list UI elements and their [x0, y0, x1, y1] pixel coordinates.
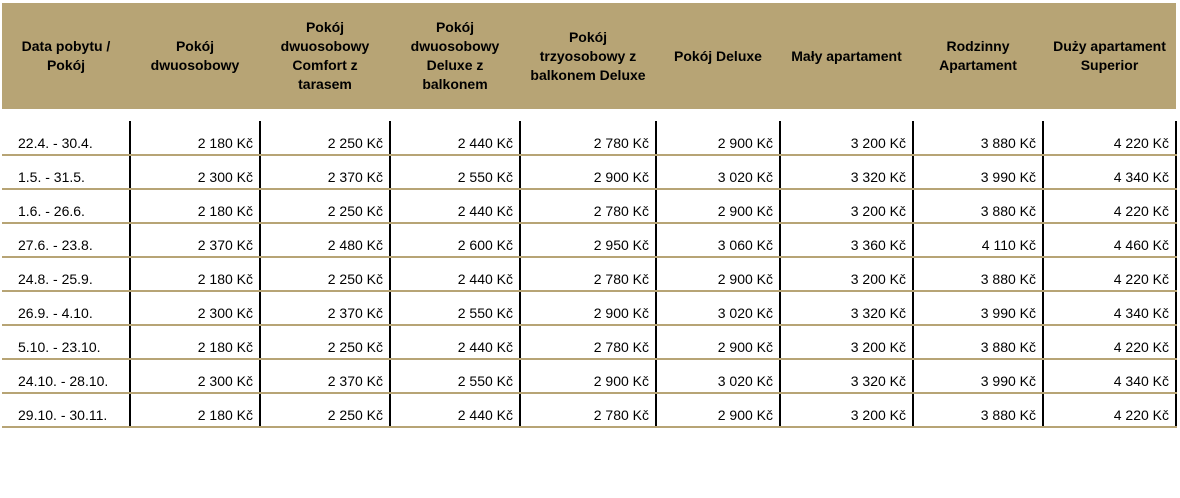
cell-double-deluxe-balcony: 2 440 Kč [390, 189, 520, 223]
header-double-deluxe-balcony: Pokój dwuosobowy Deluxe z balkonem [390, 3, 520, 109]
cell-small-apartment: 3 320 Kč [780, 155, 913, 189]
cell-large-apartment-superior: 4 220 Kč [1043, 325, 1176, 359]
cell-deluxe-room: 3 060 Kč [656, 223, 780, 257]
cell-triple-balcony-deluxe: 2 900 Kč [520, 155, 656, 189]
header-double-room: Pokój dwuosobowy [130, 3, 260, 109]
table-row [2, 359, 1176, 393]
table-row [2, 223, 1176, 257]
price-table [2, 3, 1177, 428]
cell-small-apartment: 3 200 Kč [780, 121, 913, 155]
cell-triple-balcony-deluxe: 2 780 Kč [520, 121, 656, 155]
cell-date-range: 26.9. - 4.10. [2, 291, 130, 325]
header-date-of-stay: Data pobytu / Pokój [2, 3, 130, 109]
cell-triple-balcony-deluxe: 2 780 Kč [520, 189, 656, 223]
header-triple-balcony-deluxe: Pokój trzyosobowy z balkonem Deluxe [520, 3, 656, 109]
table-row [2, 393, 1176, 427]
cell-double-room: 2 180 Kč [130, 393, 260, 427]
cell-deluxe-room: 2 900 Kč [656, 189, 780, 223]
cell-double-comfort-terrace: 2 370 Kč [260, 291, 390, 325]
table-row [2, 121, 1176, 155]
cell-deluxe-room: 3 020 Kč [656, 359, 780, 393]
table-body [2, 109, 1176, 427]
cell-double-comfort-terrace: 2 250 Kč [260, 121, 390, 155]
cell-double-comfort-terrace: 2 250 Kč [260, 325, 390, 359]
cell-deluxe-room: 2 900 Kč [656, 121, 780, 155]
cell-triple-balcony-deluxe: 2 900 Kč [520, 359, 656, 393]
cell-triple-balcony-deluxe: 2 900 Kč [520, 291, 656, 325]
cell-small-apartment: 3 200 Kč [780, 325, 913, 359]
cell-family-apartment: 3 880 Kč [913, 325, 1043, 359]
cell-date-range: 5.10. - 23.10. [2, 325, 130, 359]
cell-date-range: 1.5. - 31.5. [2, 155, 130, 189]
cell-double-deluxe-balcony: 2 440 Kč [390, 393, 520, 427]
cell-date-range: 22.4. - 30.4. [2, 121, 130, 155]
header-large-apartment-superior: Duży apartament Superior [1043, 3, 1176, 109]
header-spacer [2, 109, 1176, 121]
cell-double-room: 2 300 Kč [130, 155, 260, 189]
cell-triple-balcony-deluxe: 2 780 Kč [520, 325, 656, 359]
cell-family-apartment: 3 990 Kč [913, 155, 1043, 189]
cell-small-apartment: 3 200 Kč [780, 189, 913, 223]
cell-large-apartment-superior: 4 460 Kč [1043, 223, 1176, 257]
cell-date-range: 29.10. - 30.11. [2, 393, 130, 427]
cell-small-apartment: 3 320 Kč [780, 291, 913, 325]
cell-double-room: 2 300 Kč [130, 359, 260, 393]
cell-date-range: 24.8. - 25.9. [2, 257, 130, 291]
cell-double-room: 2 370 Kč [130, 223, 260, 257]
cell-double-room: 2 180 Kč [130, 325, 260, 359]
cell-family-apartment: 3 880 Kč [913, 257, 1043, 291]
cell-triple-balcony-deluxe: 2 950 Kč [520, 223, 656, 257]
cell-family-apartment: 4 110 Kč [913, 223, 1043, 257]
table-row [2, 189, 1176, 223]
cell-large-apartment-superior: 4 340 Kč [1043, 155, 1176, 189]
cell-large-apartment-superior: 4 220 Kč [1043, 393, 1176, 427]
cell-date-range: 1.6. - 26.6. [2, 189, 130, 223]
cell-deluxe-room: 2 900 Kč [656, 393, 780, 427]
cell-triple-balcony-deluxe: 2 780 Kč [520, 393, 656, 427]
cell-date-range: 27.6. - 23.8. [2, 223, 130, 257]
cell-family-apartment: 3 880 Kč [913, 121, 1043, 155]
table-row [2, 257, 1176, 291]
table-header [2, 3, 1176, 109]
cell-large-apartment-superior: 4 220 Kč [1043, 121, 1176, 155]
table-row [2, 325, 1176, 359]
header-deluxe-room: Pokój Deluxe [656, 3, 780, 109]
cell-small-apartment: 3 200 Kč [780, 393, 913, 427]
cell-double-room: 2 180 Kč [130, 257, 260, 291]
cell-small-apartment: 3 200 Kč [780, 257, 913, 291]
table-row [2, 291, 1176, 325]
spacer-cell [2, 109, 1176, 121]
price-table-container [2, 3, 1177, 428]
cell-family-apartment: 3 880 Kč [913, 393, 1043, 427]
cell-small-apartment: 3 320 Kč [780, 359, 913, 393]
cell-double-comfort-terrace: 2 250 Kč [260, 257, 390, 291]
cell-double-deluxe-balcony: 2 440 Kč [390, 121, 520, 155]
table-row [2, 155, 1176, 189]
cell-double-comfort-terrace: 2 250 Kč [260, 393, 390, 427]
cell-double-comfort-terrace: 2 480 Kč [260, 223, 390, 257]
cell-deluxe-room: 3 020 Kč [656, 155, 780, 189]
cell-double-comfort-terrace: 2 250 Kč [260, 189, 390, 223]
header-double-comfort-terrace: Pokój dwuosobowy Comfort z tarasem [260, 3, 390, 109]
cell-double-deluxe-balcony: 2 550 Kč [390, 291, 520, 325]
cell-double-deluxe-balcony: 2 440 Kč [390, 257, 520, 291]
header-row [2, 3, 1176, 109]
cell-deluxe-room: 2 900 Kč [656, 257, 780, 291]
cell-double-deluxe-balcony: 2 440 Kč [390, 325, 520, 359]
cell-small-apartment: 3 360 Kč [780, 223, 913, 257]
cell-family-apartment: 3 880 Kč [913, 189, 1043, 223]
cell-family-apartment: 3 990 Kč [913, 291, 1043, 325]
cell-large-apartment-superior: 4 340 Kč [1043, 359, 1176, 393]
cell-double-deluxe-balcony: 2 550 Kč [390, 155, 520, 189]
header-small-apartment: Mały apartament [780, 3, 913, 109]
cell-large-apartment-superior: 4 220 Kč [1043, 189, 1176, 223]
cell-large-apartment-superior: 4 340 Kč [1043, 291, 1176, 325]
header-family-apartment: Rodzinny Apartament [913, 3, 1043, 109]
cell-double-room: 2 180 Kč [130, 189, 260, 223]
cell-family-apartment: 3 990 Kč [913, 359, 1043, 393]
cell-double-deluxe-balcony: 2 550 Kč [390, 359, 520, 393]
cell-double-comfort-terrace: 2 370 Kč [260, 359, 390, 393]
cell-deluxe-room: 3 020 Kč [656, 291, 780, 325]
cell-triple-balcony-deluxe: 2 780 Kč [520, 257, 656, 291]
cell-double-room: 2 300 Kč [130, 291, 260, 325]
cell-deluxe-room: 2 900 Kč [656, 325, 780, 359]
cell-large-apartment-superior: 4 220 Kč [1043, 257, 1176, 291]
cell-date-range: 24.10. - 28.10. [2, 359, 130, 393]
cell-double-room: 2 180 Kč [130, 121, 260, 155]
cell-double-comfort-terrace: 2 370 Kč [260, 155, 390, 189]
cell-double-deluxe-balcony: 2 600 Kč [390, 223, 520, 257]
